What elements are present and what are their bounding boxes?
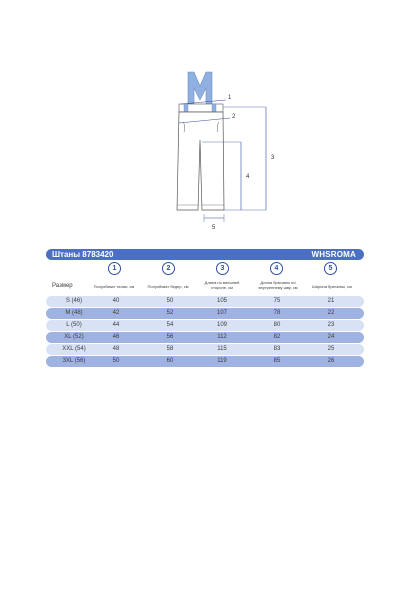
pants-body xyxy=(177,112,224,210)
hips-cell: 50 xyxy=(166,298,174,304)
size-cell: XXL (54) xyxy=(62,346,86,352)
inseam-cell: 78 xyxy=(273,310,281,316)
table-row xyxy=(46,332,364,343)
table-row xyxy=(46,344,364,355)
table-row xyxy=(46,308,364,319)
size-cell: 3XL (56) xyxy=(62,358,86,364)
waist-cell: 48 xyxy=(112,346,120,352)
leg-width-cell: 24 xyxy=(327,334,335,340)
column-number-4: 4 xyxy=(270,262,283,275)
table-row xyxy=(46,320,364,331)
waist-cell: 46 xyxy=(112,334,120,340)
column-header-4: Длина брючины по внутреннему шву, см xyxy=(258,280,298,290)
pants-diagram xyxy=(0,0,400,240)
size-cell: M (48) xyxy=(65,310,83,316)
inseam-cell: 83 xyxy=(273,346,281,352)
column-header-3: Длина по внешней стороне, см xyxy=(204,280,240,290)
column-number-5: 5 xyxy=(324,262,337,275)
callout-5: 5 xyxy=(212,225,216,231)
hips-cell: 60 xyxy=(166,358,174,364)
outer-length-cell: 119 xyxy=(217,358,227,364)
column-header-5: Ширина брючины, см xyxy=(312,284,352,289)
size-cell: S (46) xyxy=(65,298,83,304)
outer-length-cell: 109 xyxy=(216,322,227,328)
leg-width-cell: 26 xyxy=(327,358,335,364)
table-row xyxy=(46,356,364,367)
size-cell: XL (52) xyxy=(64,334,84,340)
outer-length-cell: 112 xyxy=(217,334,227,340)
table-row xyxy=(46,296,364,307)
inseam-cell: 80 xyxy=(273,322,281,328)
waist-cell: 40 xyxy=(112,298,120,304)
leg-width-cell: 25 xyxy=(327,346,335,352)
leg-width-cell: 22 xyxy=(327,310,335,316)
leg-width-cell: 23 xyxy=(327,322,335,328)
table-banner xyxy=(46,249,364,260)
hips-cell: 56 xyxy=(166,334,174,340)
outer-length-cell: 107 xyxy=(216,310,227,316)
callout-4: 4 xyxy=(246,174,250,180)
callout-2: 2 xyxy=(232,114,236,120)
callout-3: 3 xyxy=(271,155,275,161)
waist-cell: 42 xyxy=(112,310,120,316)
inseam-cell: 85 xyxy=(273,358,281,364)
outer-length-cell: 105 xyxy=(216,298,227,304)
waist-cell: 50 xyxy=(112,358,120,364)
hips-cell: 52 xyxy=(166,310,174,316)
inseam-cell: 75 xyxy=(273,298,281,304)
column-number-2: 2 xyxy=(162,262,175,275)
product-title: Штаны 8783420 xyxy=(52,250,114,259)
suspenders xyxy=(188,72,212,104)
column-number-1: 1 xyxy=(108,262,121,275)
column-header-2: Полуобхват бедер, см xyxy=(147,284,189,289)
brand-name: WHSROMA xyxy=(311,250,356,259)
inseam-cell: 82 xyxy=(273,334,281,340)
outer-length-cell: 115 xyxy=(217,346,227,352)
waist-cell: 44 xyxy=(112,322,120,328)
hips-cell: 58 xyxy=(166,346,174,352)
column-header-1: Полуобхват талии, см xyxy=(93,284,135,289)
column-number-3: 3 xyxy=(216,262,229,275)
leg-width-cell: 21 xyxy=(327,298,335,304)
size-column-header: Размер xyxy=(52,283,73,289)
size-cell: L (50) xyxy=(66,322,82,328)
callout-1: 1 xyxy=(228,95,232,101)
hips-cell: 54 xyxy=(166,322,174,328)
